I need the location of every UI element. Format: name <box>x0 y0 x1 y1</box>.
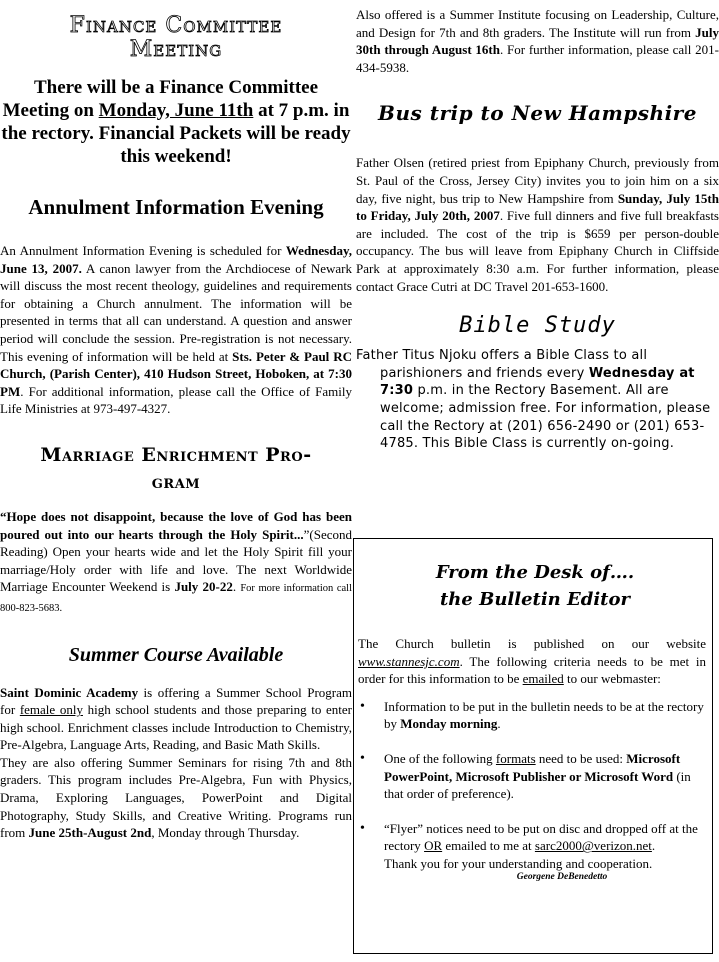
annulment-body <box>0 242 352 418</box>
marriage-contact: For more information call 800-823-5683. <box>0 583 353 614</box>
item2-text-2: need to be used: <box>535 750 627 766</box>
institute-body <box>356 6 719 76</box>
marriage-text-2: . <box>232 579 241 595</box>
marriage-dates: July 20-22 <box>174 579 233 595</box>
bible-text: Father Titus Njoku offers a Bible Class to all parishioners and friends every <box>356 348 648 381</box>
annulment-title: Annulment Information Evening <box>28 195 324 219</box>
summer-school-name: Saint Dominic Academy <box>0 684 139 700</box>
bus-body <box>356 154 719 295</box>
institute-text-2: . For further information, please call 201-434-5938. <box>356 42 719 75</box>
bible-title: Bible Study <box>459 313 616 339</box>
bus-text: Father Olsen (retired priest from Epiphany Church, previously from St. Paul of the Cross, Jersey City) invites you to join him on a six day, five night, bus trip to New Hampshire from <box>356 155 719 206</box>
marriage-title-line1: Marriage Enrichment Pro- <box>40 443 312 466</box>
item3-end: . <box>651 838 656 854</box>
editor-text-2: . The following criteria needs to be met in order for this information to be <box>358 653 706 687</box>
item2-text-3: (in that order of preference). <box>384 768 691 802</box>
finance-announcement <box>0 76 352 168</box>
finance-title-line2: Meeting <box>129 37 223 62</box>
finance-text: There will be a Finance Committee Meeting on <box>2 77 319 121</box>
bible-time: Wednesday at 7:30 <box>380 365 695 399</box>
summer-text: is offering a Summer School Program for <box>0 684 352 718</box>
marriage-body <box>0 508 352 618</box>
bible-body <box>356 347 719 453</box>
right-column <box>356 0 719 453</box>
item2-apps: Microsoft PowerPoint, Microsoft Publisher or Microsoft Word <box>384 750 681 784</box>
left-column <box>0 0 352 842</box>
thanks-text: Thank you for your understanding and cooperation. <box>384 855 653 871</box>
editor-intro <box>358 635 706 688</box>
summer-body <box>0 684 352 754</box>
item1-text: Information to be put in the bulletin needs to be at the rectory by <box>384 698 704 732</box>
list-item <box>358 750 706 803</box>
list-item <box>358 820 706 873</box>
editor-body <box>358 635 706 882</box>
editor-box <box>353 538 713 954</box>
bus-text-2: . Five full dinners and five full breakfasts are included. The cost of the trip is $659 per person-double occupancy. The bus will leave from Epiphany Church in Cliffside Park at approximately 8:30 a.m. For further information, please contact Grace Cutri at DC Travel 201-653-1600. <box>356 208 719 294</box>
item3-or: OR <box>424 838 443 854</box>
finance-title-line1: Finance Committee <box>69 13 283 38</box>
bus-dates: Sunday, July 15th to Friday, July 20th, 2007 <box>356 190 719 224</box>
institute-dates: July 30th through August 16th <box>356 24 719 58</box>
editor-title-line2: the Bulletin Editor <box>439 589 630 610</box>
summer-dates: June 25th-August 2nd <box>28 825 152 841</box>
bible-text-2: p.m. in the Rectory Basement. All are welcome; admission free. For information, please call the Rectory at (201) 656-2490 or (201) 653-4785. This Bible Class is currently on-going. <box>380 383 711 452</box>
editor-text: The Church bulletin is published on our website <box>358 636 706 651</box>
item2-formats: formats <box>495 750 536 766</box>
summer-female-only: female only <box>19 702 83 718</box>
website-link[interactable]: www.stannesjc.com <box>358 653 460 669</box>
editor-title-line1: From the Desk of…. <box>435 562 635 583</box>
finance-title <box>0 14 352 62</box>
annulment-text-3: . For additional information, please call the Office of Family Life Ministries at 973-497-4327. <box>0 383 352 417</box>
criteria-list <box>358 698 706 873</box>
annulment-text: An Annulment Information Evening is scheduled for <box>0 243 286 258</box>
item3-text-2: emailed to me at <box>442 838 535 854</box>
finance-text-2: at 7 p.m. in the rectory. Financial Packets will be ready this weekend! <box>1 100 351 167</box>
marriage-title <box>0 442 352 496</box>
summer-title: Summer Course Available <box>68 643 284 666</box>
marriage-quote: “Hope does not disappoint, because the love of God has been poured out into our hearts through the Holy Spirit... <box>0 508 352 542</box>
marriage-title-line2: gram <box>151 470 201 493</box>
summer-text-4: , Monday through Thursday. <box>151 825 300 841</box>
finance-date: Monday, June 11th <box>98 100 254 121</box>
marriage-text: ”(Second Reading) Open your hearts wide and let the Holy Spirit fill your marriage/Holy order with life and love. The next Worldwide Marriage Encounter Weekend is <box>0 526 352 595</box>
summer-text-2: high school students and those preparing to enter high school. Enrichment classes include Introduction to Chemistry, Pre-Algebra, Language Arts, Reading, and Basic Math Skills. <box>0 702 352 753</box>
summer-seminars <box>0 754 352 842</box>
institute-text: Also offered is a Summer Institute focusing on Leadership, Culture, and Design for 7th and 8th graders. The Institute will run from <box>356 7 719 40</box>
item2-text: One of the following <box>384 750 496 766</box>
annulment-text-2: A canon lawyer from the Archdiocese of Newark will discuss the most recent theology, guidelines and requirements for obtaining a Church annulment. The information will be presented in terms that all can understand. A question and answer period will conclude the session. Pre-registration is not necessary. This evening of information will be held at <box>0 260 352 364</box>
editor-text-3: to our webmaster: <box>563 671 661 687</box>
item1-deadline: Monday morning <box>400 716 498 732</box>
bus-title: Bus trip to New Hampshire <box>378 101 697 126</box>
item1-end: . <box>497 716 501 732</box>
list-item <box>358 698 706 733</box>
editor-title <box>358 559 712 613</box>
editor-signature: Georgene DeBenedetto <box>516 871 608 882</box>
editor-emailed: emailed <box>522 671 564 687</box>
annulment-date: Wednesday, June 13, 2007. <box>0 243 352 276</box>
annulment-location: Sts. Peter & Paul RC Church, (Parish Center), 410 Hudson Street, Hoboken, at 7:30 PM <box>0 348 352 399</box>
email-link[interactable]: sarc2000@verizon.net <box>534 838 652 854</box>
summer-text-3: They are also offering Summer Seminars for rising 7th and 8th graders. This program includes Pre-Algebra, Fun with Physics, Drama, Exploring Languages, PowerPoint and Digital Photography, Study Skills, and Creative Writing. Programs run from <box>0 754 352 841</box>
item3-text: “Flyer” notices need to be put on disc and dropped off at the rectory <box>384 820 698 854</box>
